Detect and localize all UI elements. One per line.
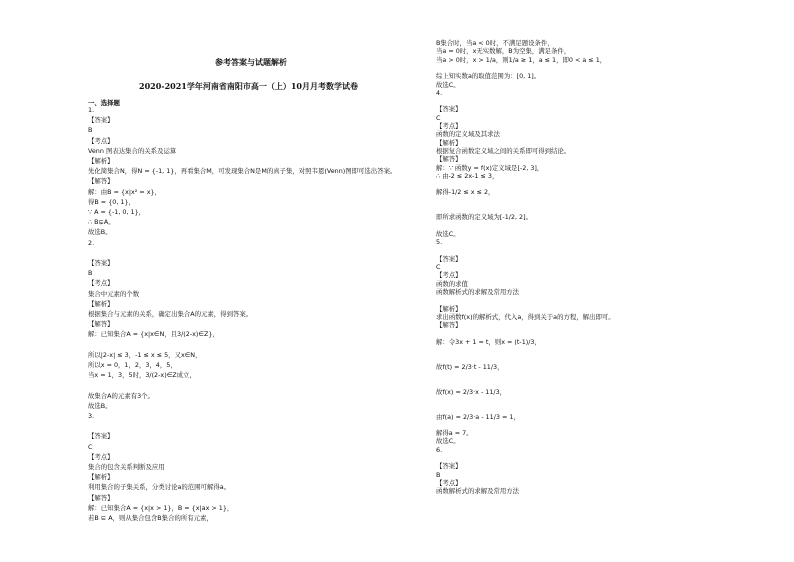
- right-line: 【答案】: [436, 254, 462, 263]
- left-line: Venn 图表达集合的关系及运算: [88, 146, 177, 155]
- right-line: 函数解析式的求解及常用方法: [436, 288, 520, 296]
- right-line: 解得a = 7。: [436, 429, 473, 438]
- left-line: 当x = 1，3，5时，3/(2-x)∈Z成立，: [88, 371, 196, 380]
- left-line: B: [88, 126, 93, 135]
- left-line: 得B = {0, 1}，: [88, 197, 135, 206]
- left-line: 1.: [88, 106, 95, 114]
- right-line: 5.: [436, 238, 443, 247]
- right-line: 故选C。: [436, 80, 460, 89]
- left-line: 【考点】: [88, 452, 114, 461]
- right-line: 【考点】: [436, 122, 462, 130]
- right-line: ∴ 由-2 ≤ 2x-1 ≤ 3，: [436, 171, 499, 180]
- right-line: 【解答】: [436, 321, 462, 330]
- left-line: 根据集合与元素的关系，确定出集合A的元素，得到答案。: [88, 310, 253, 318]
- left-line: 所以x = 0，1，2，3，4，5，: [88, 361, 177, 369]
- right-line: C: [436, 263, 441, 272]
- right-line: C: [436, 113, 441, 122]
- right-line: 由f(a) = 2/3·a - 11/3 = 1，: [436, 412, 520, 421]
- right-line: 求出函数f(x)的解析式，代入a，得到关于a的方程，解出即可。: [436, 312, 615, 321]
- left-line: 解：已知集合A = {x|x > 1}，B = {x|ax > 1}，: [88, 503, 234, 512]
- left-line: 【解答】: [88, 320, 114, 329]
- left-line: 【解答】: [88, 493, 114, 502]
- right-line: 即所求函数的定义域为[-1/2, 2]。: [436, 213, 533, 222]
- right-line: 【解析】: [436, 304, 462, 313]
- left-line: 【考点】: [88, 136, 114, 145]
- left-line: 【答案】: [88, 116, 114, 125]
- exam-title: 2020-2021学年河南省南阳市高一（上）10月月考数学试卷: [139, 81, 358, 91]
- left-line: 所以|2-x| ≤ 3，-1 ≤ x ≤ 5，又x∈N，: [88, 350, 202, 359]
- left-line: 2.: [88, 238, 95, 247]
- right-line: 解：令3x + 1 = t，则x = (t-1)/3，: [436, 337, 541, 346]
- right-line: 【解析】: [436, 138, 462, 147]
- right-line: 解得-1/2 ≤ x ≤ 2，: [436, 188, 495, 197]
- left-line: 【解析】: [88, 299, 114, 308]
- right-line: 综上知实数a的取值范围为：[0, 1]。: [436, 72, 541, 81]
- left-line: 【解析】: [88, 157, 114, 165]
- right-line: 当a > 0时，x > 1/a，则1/a ≥ 1，a ≤ 1，即0 < a ≤ 1，: [436, 55, 607, 64]
- section-heading: 一、选择题: [88, 99, 120, 107]
- right-line: 【解答】: [436, 155, 462, 164]
- right-line: 故f(t) = 2/3·t - 11/3，: [436, 362, 504, 371]
- right-line: 故选C。: [436, 229, 460, 238]
- left-line: 解：已知集合A = {x|x∈N，且3/(2-x)∈Z}，: [88, 330, 219, 339]
- left-line: 若B ⊆ A，则从集合包含B集合的所有元素，: [88, 514, 213, 522]
- left-line: ∴ B⊊A。: [88, 218, 115, 227]
- left-line: 故选B。: [88, 228, 112, 237]
- right-line: 根据复合函数定义域之间的关系即可得到结论。: [436, 146, 571, 155]
- left-line: 【答案】: [88, 259, 114, 267]
- right-line: 【考点】: [436, 271, 462, 280]
- right-line: 【考点】: [436, 478, 462, 487]
- left-line: 故选B。: [88, 401, 112, 410]
- right-line: 6.: [436, 445, 443, 454]
- left-line: 集合中元素的个数: [88, 289, 140, 298]
- page-title: 参考答案与试题解析: [215, 57, 287, 67]
- left-line: C: [88, 442, 93, 451]
- right-line: 故选C。: [436, 437, 460, 446]
- left-line: 利用集合的子集关系，分类讨论a的范围可解得a。: [88, 483, 231, 492]
- right-line: 当a = 0时，x无实数解，B为空集，满足条件，: [436, 47, 571, 56]
- left-line: 【考点】: [88, 279, 114, 288]
- right-line: 4.: [436, 88, 443, 97]
- right-line: 【答案】: [436, 105, 462, 114]
- left-line: 【答案】: [88, 432, 114, 441]
- left-line: 集合的包含关系判断及应用: [88, 463, 165, 471]
- left-line: 【解答】: [88, 177, 114, 186]
- right-line: 【答案】: [436, 462, 462, 471]
- left-line: 【解析】: [88, 473, 114, 482]
- right-line: B: [436, 470, 441, 479]
- right-line: 函数解析式的求解及常用方法: [436, 487, 520, 496]
- left-line: 先化简集合N，得N = {-1, 1}，再看集合M，可发现集合N是M的真子集，对照韦恩(Venn)图即可选出答案。: [88, 167, 397, 176]
- left-line: B: [88, 269, 93, 278]
- right-line: 故f(x) = 2/3·x - 11/3，: [436, 387, 507, 396]
- left-line: 故集合A的元素有3个。: [88, 391, 154, 400]
- right-line: 解：∵ 函数y = f(x)定义域是[-2, 3]，: [436, 163, 544, 172]
- right-line: B集合时，当a < 0时，不满足题设条件，: [436, 39, 554, 47]
- left-line: 3.: [88, 412, 95, 420]
- right-line: 函数的求值: [436, 279, 468, 288]
- left-line: ∵ A = {-1, 0, 1}，: [88, 208, 146, 216]
- left-line: 解：由B = {x|x² = x}，: [88, 187, 161, 196]
- right-line: 函数的定义域及其求法: [436, 130, 500, 139]
